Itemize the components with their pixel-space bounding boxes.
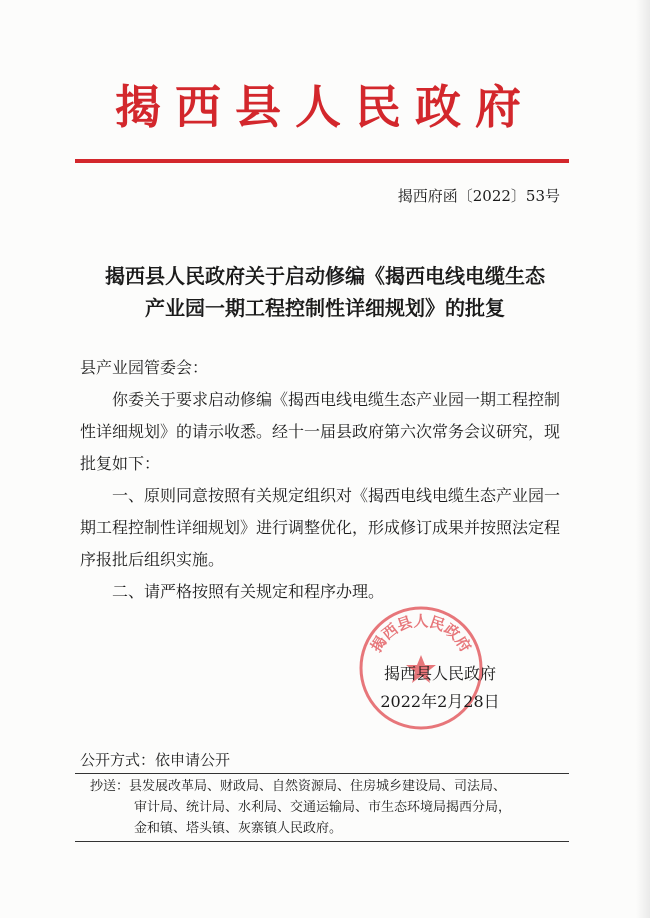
document-number: 揭西府函〔2022〕53号 — [397, 187, 560, 205]
cc-label: 抄送： — [90, 779, 130, 794]
cc-line-3: 金和镇、塔头镇、灰寨镇人民政府。 — [134, 821, 343, 836]
cc-line-2: 审计局、统计局、水利局、交通运输局、市生态环境局揭西分局， — [134, 800, 512, 815]
title-line-2: 产业园一期工程控制性详细规划》的批复 — [145, 296, 505, 320]
document-title — [60, 260, 590, 324]
page-edge-shadow — [636, 0, 650, 918]
cc-line-1: 县发展改革局、财政局、自然资源局、住房城乡建设局、司法局、 — [129, 779, 507, 794]
cc-top-rule — [75, 773, 569, 774]
body-paragraph-1: 你委关于要求启动修编《揭西电线电缆生态产业园一期工程控制性详细规划》的请示收悉。经十一届县政府第六次常务会议研究，现批复如下： — [80, 390, 561, 473]
release-value: 依申请公开 — [155, 751, 231, 769]
release-label: 公开方式： — [80, 751, 156, 769]
seal-text: 揭西县人民政府 — [367, 612, 475, 656]
body-paragraph-2: 一、原则同意按照有关规定组织对《揭西电线电缆生态产业园一期工程控制性详细规划》进行调整优化，形成修订成果并按照法定程序报批后组织实施。 — [80, 486, 561, 569]
issue-date: 2022年2月28日 — [380, 692, 500, 711]
masthead-org-name: 揭西县人民政府 — [115, 80, 535, 134]
body-paragraph-3: 二、请严格按照有关规定和程序办理。 — [112, 582, 385, 601]
signature-block — [360, 660, 520, 716]
masthead-red-rule — [75, 159, 569, 163]
salutation: 县产业园管委会： — [80, 358, 209, 377]
document-body — [80, 352, 572, 608]
title-line-1: 揭西县人民政府关于启动修编《揭西电线电缆生态 — [105, 264, 545, 288]
issuer-name: 揭西县人民政府 — [383, 664, 496, 683]
cc-block — [90, 776, 568, 839]
cc-bottom-rule — [75, 841, 569, 842]
release-method — [80, 749, 230, 771]
svg-text:揭西县人民政府 — [367, 612, 475, 655]
